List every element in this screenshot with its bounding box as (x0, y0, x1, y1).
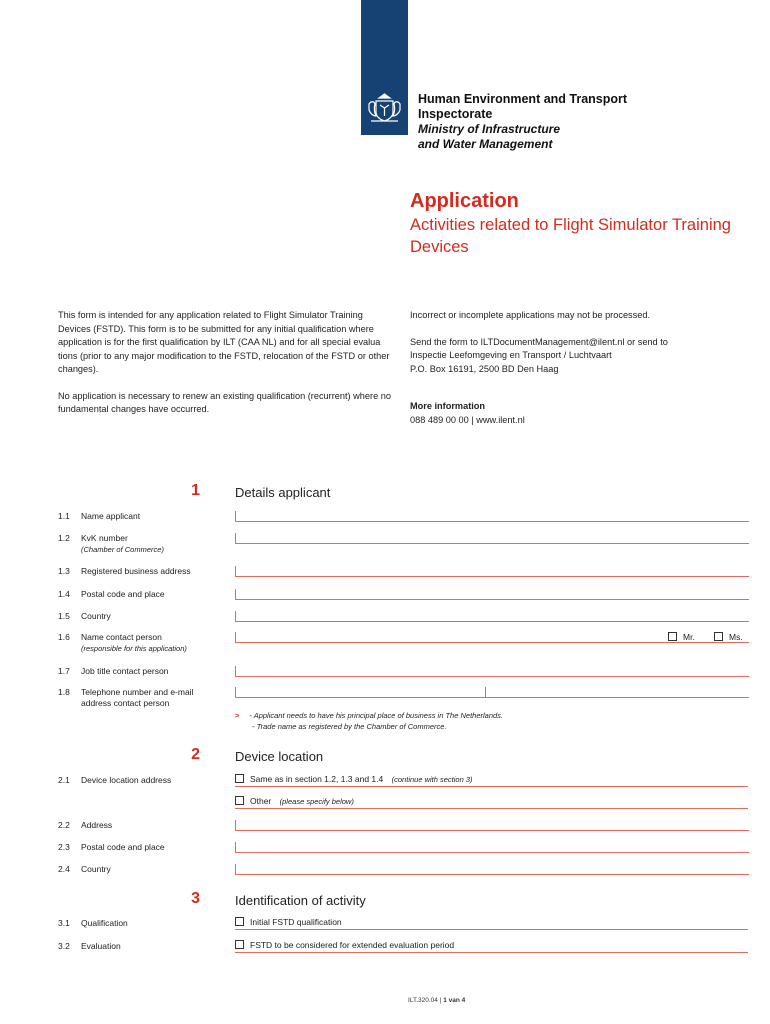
row-label-text: Name contact person (81, 632, 162, 642)
business-address-field[interactable] (235, 566, 749, 577)
intro-left (58, 309, 393, 430)
row-number: 1.6 (58, 632, 70, 642)
row-label: Country (81, 864, 111, 874)
same-as-section-option[interactable] (235, 774, 748, 787)
initial-qualification-option[interactable] (235, 917, 748, 930)
mr-checkbox[interactable] (668, 632, 677, 641)
other-checkbox[interactable] (235, 796, 244, 805)
agency-line-2: Inspectorate (418, 107, 493, 121)
row-label-sub: (responsible for this application) (81, 644, 187, 653)
section-1-title: Details applicant (235, 485, 331, 500)
row-label (81, 687, 231, 709)
row-number: 2.1 (58, 775, 70, 785)
agency-line-1: Human Environment and Transport (418, 92, 628, 106)
row-number: 1.7 (58, 666, 70, 676)
row-number: 1.3 (58, 566, 70, 576)
row-label: Evaluation (81, 941, 121, 951)
row-label: Address (81, 820, 113, 830)
send-line-3: P.O. Box 16191, 2500 BD Den Haag (410, 363, 559, 374)
row-number: 3.1 (58, 918, 70, 928)
row-number: 3.2 (58, 941, 70, 951)
job-title-field[interactable] (235, 666, 749, 677)
initial-qualification-checkbox[interactable] (235, 917, 244, 926)
page-title: Application (410, 190, 519, 212)
agency-name (418, 92, 627, 152)
intro-paragraph-2: No application is necessary to renew an existing qualification (recurrent) where no fundamental changes have occurred. (58, 390, 391, 414)
row-label: Country (81, 611, 111, 621)
ms-checkbox[interactable] (714, 632, 723, 641)
intro-paragraph-1: This form is intended for any application related to Flight Simulator Training Devices (FSTD). This form is to be submitted for any initial qualification where application is for the first qualification by ILT (CAA NL) and for all special evalua tions (prior to any major modification to the FSTD, relocation of the FSTD or other changes). (58, 310, 390, 374)
note-arrow-icon: > (235, 711, 240, 720)
section-2-title: Device location (235, 749, 324, 764)
other-label: Other (250, 796, 272, 806)
note-line-1: - Applicant needs to have his principal place of business in The Netherlands. (249, 711, 504, 720)
row-number: 1.1 (58, 511, 70, 521)
row-label: Name applicant (81, 511, 141, 521)
other-location-option[interactable] (235, 796, 748, 809)
row-number: 2.2 (58, 820, 70, 830)
row-number: 2.4 (58, 864, 70, 874)
ministry-line-2: and Water Management (418, 137, 553, 151)
ms-label: Ms. (729, 632, 743, 642)
mr-label: Mr. (683, 632, 695, 642)
mr-option[interactable] (668, 632, 695, 642)
section-1-number: 1 (191, 482, 200, 499)
row-label: Postal code and place (81, 842, 165, 852)
field-divider (485, 687, 486, 697)
page-footer (408, 997, 465, 1004)
row-label-text: KvK number (81, 533, 128, 543)
section-2-number: 2 (191, 746, 200, 763)
same-as-checkbox[interactable] (235, 774, 244, 783)
row-number: 1.5 (58, 611, 70, 621)
extended-evaluation-option[interactable] (235, 940, 748, 953)
applicant-notes (235, 710, 503, 732)
logo-bar (361, 0, 408, 135)
telephone-email-field[interactable] (235, 687, 749, 698)
ministry-line-1: Ministry of Infrastructure (418, 122, 561, 136)
name-applicant-field[interactable] (235, 511, 749, 522)
more-info-text: 088 489 00 00 | www.ilent.nl (410, 414, 525, 425)
page-number: 1 van 4 (443, 997, 466, 1004)
note-line-2: - Trade name as registered by the Chamber of Commerce. (252, 722, 447, 731)
row-label-sub: (Chamber of Commerce) (81, 545, 164, 554)
device-country-field[interactable] (235, 864, 749, 875)
extended-evaluation-checkbox[interactable] (235, 940, 244, 949)
incomplete-notice: Incorrect or incomplete applications may not be processed. (410, 310, 651, 320)
page-subtitle: Activities related to Flight Simulator Training Devices (410, 216, 731, 256)
ms-option[interactable] (714, 632, 743, 642)
same-as-note: (continue with section 3) (391, 775, 473, 784)
row-number: 2.3 (58, 842, 70, 852)
extended-evaluation-label: FSTD to be considered for extended evaluation period (250, 940, 455, 950)
row-label: Postal code and place (81, 589, 165, 599)
same-as-label: Same as in section 1.2, 1.3 and 1.4 (250, 774, 384, 784)
row-label: Device location address (81, 775, 172, 785)
row-label: Job title contact person (81, 666, 169, 676)
form-code: ILT.320.04 | (408, 997, 442, 1004)
row-label (81, 533, 231, 555)
send-instructions (410, 336, 730, 377)
country-field[interactable] (235, 611, 749, 622)
device-postal-field[interactable] (235, 842, 749, 853)
crest-icon (367, 92, 402, 124)
section-3-title: Identification of activity (235, 893, 366, 908)
row-number: 1.8 (58, 687, 70, 697)
row-number: 1.2 (58, 533, 70, 543)
initial-qualification-label: Initial FSTD qualification (250, 917, 342, 927)
more-info (410, 400, 730, 427)
send-line-2: Inspectie Leefomgeving en Transport / Luchtvaart (410, 350, 612, 360)
section-3-number: 3 (191, 890, 200, 907)
row-number: 1.4 (58, 589, 70, 599)
row-label-text-2: address contact person (81, 698, 170, 708)
kvk-number-field[interactable] (235, 533, 749, 544)
row-label (81, 632, 231, 654)
row-label-text: Telephone number and e-mail (81, 687, 194, 697)
other-note: (please specify below) (279, 797, 354, 806)
postal-code-field[interactable] (235, 589, 749, 600)
more-info-title: More information (410, 401, 486, 411)
row-label: Qualification (81, 918, 128, 928)
intro-right (410, 309, 730, 440)
row-label: Registered business address (81, 566, 191, 576)
device-address-field[interactable] (235, 820, 749, 831)
send-line-1: Send the form to ILTDocumentManagement@ilent.nl or send to (410, 336, 668, 347)
